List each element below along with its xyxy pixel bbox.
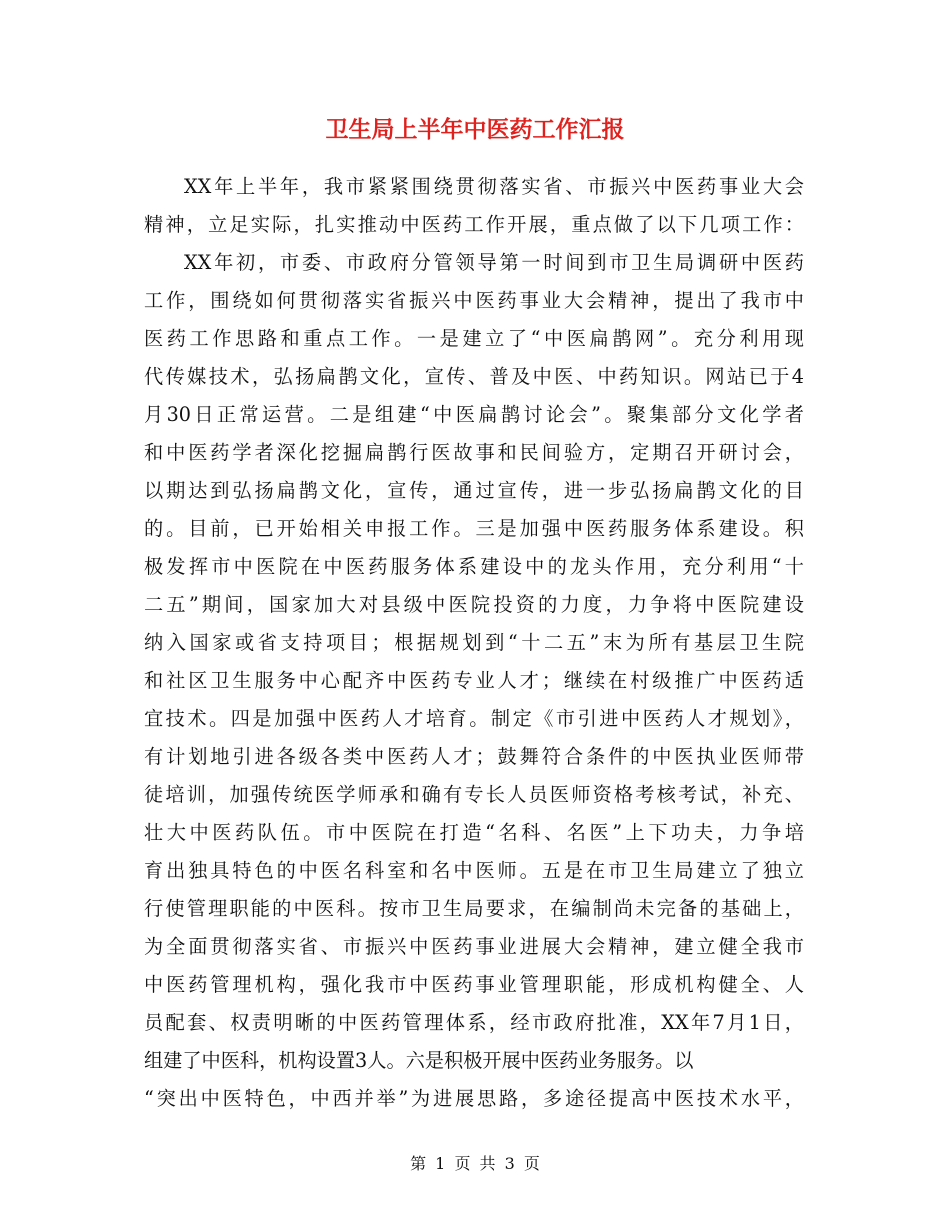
page-number-footer: 第 1 页 共 3 页 [410,1154,540,1173]
text-line: 员配套、权责明晰的中医药管理体系，经市政府批准，XX年7月1日， [144,1011,804,1034]
text-line: XX年初，市委、市政府分管领导第一时间到市卫生局调研中医药 [184,251,804,274]
text-line: 壮大中医药队伍。市中医院在打造“名科、名医”上下功夫，力争培 [144,821,804,844]
text-line: 精神，立足实际，扎实推动中医药工作开展，重点做了以下几项工作： [144,213,804,236]
text-line: “突出中医特色，中西并举”为进展思路，多途径提高中医技术水平， [144,1087,804,1110]
text-line: 极发挥市中医院在中医药服务体系建设中的龙头作用，充分利用“十 [144,555,804,578]
text-line: 育出独具特色的中医名科室和名中医师。五是在市卫生局建立了独立 [144,859,804,882]
text-line: 以期达到弘扬扁鹊文化，宣传，通过宣传，进一步弘扬扁鹊文化的目 [144,479,804,502]
text-line: 有计划地引进各级各类中医药人才；鼓舞符合条件的中医执业医师带 [144,745,804,768]
text-line: XX年上半年，我市紧紧围绕贯彻落实省、市振兴中医药事业大会 [184,175,804,198]
text-line: 月30日正常运营。二是组建“中医扁鹊讨论会”。聚集部分文化学者 [144,403,804,426]
text-line: 徒培训，加强传统医学师承和确有专长人员医师资格考核考试，补充、 [144,783,804,806]
text-line: 二五”期间，国家加大对县级中医院投资的力度，力争将中医院建设 [144,593,804,616]
document-body [144,168,804,1118]
text-line: 组建了中医科，机构设置3人。六是积极开展中医药业务服务。以 [144,1049,694,1072]
text-line: 中医药管理机构，强化我市中医药事业管理职能，形成机构健全、人 [144,973,804,996]
text-line: 代传媒技术，弘扬扁鹊文化，宣传、普及中医、中药知识。网站已于4 [144,365,804,388]
text-line: 纳入国家或省支持项目；根据规划到“十二五”末为所有基层卫生院 [144,631,804,654]
text-line: 行使管理职能的中医科。按市卫生局要求，在编制尚未完备的基础上， [144,897,804,920]
text-line: 宜技术。四是加强中医药人才培育。制定《市引进中医药人才规划》， [144,707,804,730]
text-line: 的。目前，已开始相关申报工作。三是加强中医药服务体系建设。积 [144,517,804,540]
text-line: 和社区卫生服务中心配齐中医药专业人才；继续在村级推广中医药适 [144,669,804,692]
text-line: 为全面贯彻落实省、市振兴中医药事业进展大会精神，建立健全我市 [144,935,804,958]
text-line: 工作，围绕如何贯彻落实省振兴中医药事业大会精神，提出了我市中 [144,289,804,312]
text-line: 和中医药学者深化挖掘扁鹊行医故事和民间验方，定期召开研讨会， [144,441,804,464]
document-title: 卫生局上半年中医药工作汇报 [325,116,625,143]
text-line: 医药工作思路和重点工作。一是建立了“中医扁鹊网”。充分利用现 [144,327,804,350]
